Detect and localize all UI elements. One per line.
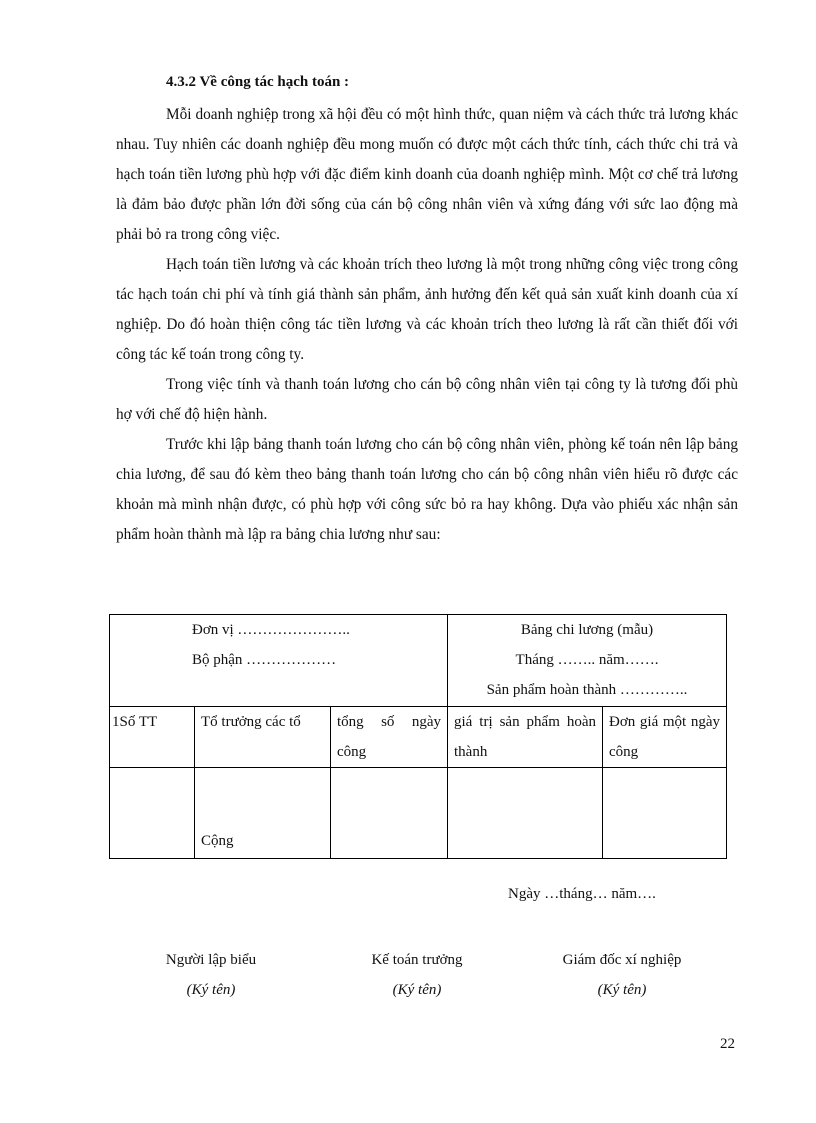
unit-label: Đơn vị ………………….. bbox=[192, 622, 350, 638]
col-header-product-value-text: giá trị sản phẩm hoàn thành bbox=[454, 714, 596, 760]
paragraph: Trong việc tính và thanh toán lương cho cán bộ công nhân viên tại công ty là tương đối phù hợ với chế độ hiện hành. bbox=[116, 376, 738, 423]
signature-note: (Ký tên) bbox=[392, 982, 442, 998]
signature-role: Giám đốc xí nghiệp bbox=[562, 952, 682, 968]
body-text bbox=[116, 100, 738, 550]
col-header-workdays-text: tổng số ngày công bbox=[337, 714, 441, 760]
form-title: Bảng chi lương (mẫu) bbox=[520, 622, 654, 638]
paragraph: Trước khi lập bảng thanh toán lương cho cán bộ công nhân viên, phòng kế toán nên lập bảng chia lương, để sau đó kèm theo bảng thanh toán lương cho cán bộ công nhân viên hiểu rõ được các khoản mà mình nhận được, có phù hợp với công sức bỏ ra hay không. Dựa vào phiếu xác nhận sản phẩm hoàn thành mà lập ra bảng chia lương như sau: bbox=[116, 436, 738, 543]
col-header-stt: 1Số TT bbox=[110, 707, 195, 768]
form-header-left bbox=[110, 615, 448, 707]
col-header-unit-price bbox=[603, 707, 727, 768]
paragraph: Hạch toán tiền lương và các khoản trích theo lương là một trong những công việc trong công tác hạch toán chi phí và tính giá thành sản phẩm, ảnh hưởng đến kết quả sản xuất kinh doanh của xí nghiệp. Do đó hoàn thiện công tác tiền lương và các khoản trích theo lương là rất cần thiết đối với công tác kế toán trong công ty. bbox=[116, 256, 738, 363]
product-label: Sản phẩm hoàn thành ………….. bbox=[486, 682, 688, 698]
col-header-unit-price-text: Đơn giá một ngày công bbox=[609, 714, 720, 760]
col-header-workdays bbox=[331, 707, 448, 768]
signature-block-chief-accountant bbox=[327, 945, 507, 1005]
col-header-product-value bbox=[448, 707, 603, 768]
signature-block-preparer bbox=[121, 945, 301, 1005]
dept-label: Bộ phận ……………… bbox=[192, 652, 337, 668]
salary-split-form bbox=[109, 614, 727, 859]
section-heading: 4.3.2 Về công tác hạch toán : bbox=[166, 74, 350, 90]
table-cell bbox=[331, 768, 448, 859]
signature-role: Người lập biểu bbox=[165, 952, 257, 968]
date-line: Ngày …tháng… năm…. bbox=[508, 886, 656, 902]
table-cell bbox=[110, 768, 195, 859]
col-header-team-leader: Tổ trưởng các tổ bbox=[195, 707, 331, 768]
table-cell bbox=[448, 768, 603, 859]
form-header-right bbox=[448, 615, 727, 707]
table-cell bbox=[603, 768, 727, 859]
signature-role: Kế toán trưởng bbox=[371, 952, 463, 968]
total-label: Cộng bbox=[201, 833, 234, 849]
signature-block-director bbox=[532, 945, 712, 1005]
paragraph: Mỗi doanh nghiệp trong xã hội đều có một hình thức, quan niệm và cách thức trả lương khác nhau. Tuy nhiên các doanh nghiệp đều mong muốn có được một cách thức tính, cách thức chi trả và hạch toán tiền lương phù hợp với đặc điểm kinh doanh của doanh nghiệp mình. Một cơ chế trả lương là đảm bảo được phần lớn đời sống của cán bộ công nhân viên và xứng đáng với sức lao động mà phải bỏ ra trong công việc. bbox=[116, 106, 738, 243]
total-cell bbox=[195, 768, 331, 859]
signature-note: (Ký tên) bbox=[186, 982, 236, 998]
signature-note: (Ký tên) bbox=[597, 982, 647, 998]
page-number: 22 bbox=[720, 1036, 735, 1052]
form-period: Tháng …….. năm……. bbox=[515, 652, 659, 668]
